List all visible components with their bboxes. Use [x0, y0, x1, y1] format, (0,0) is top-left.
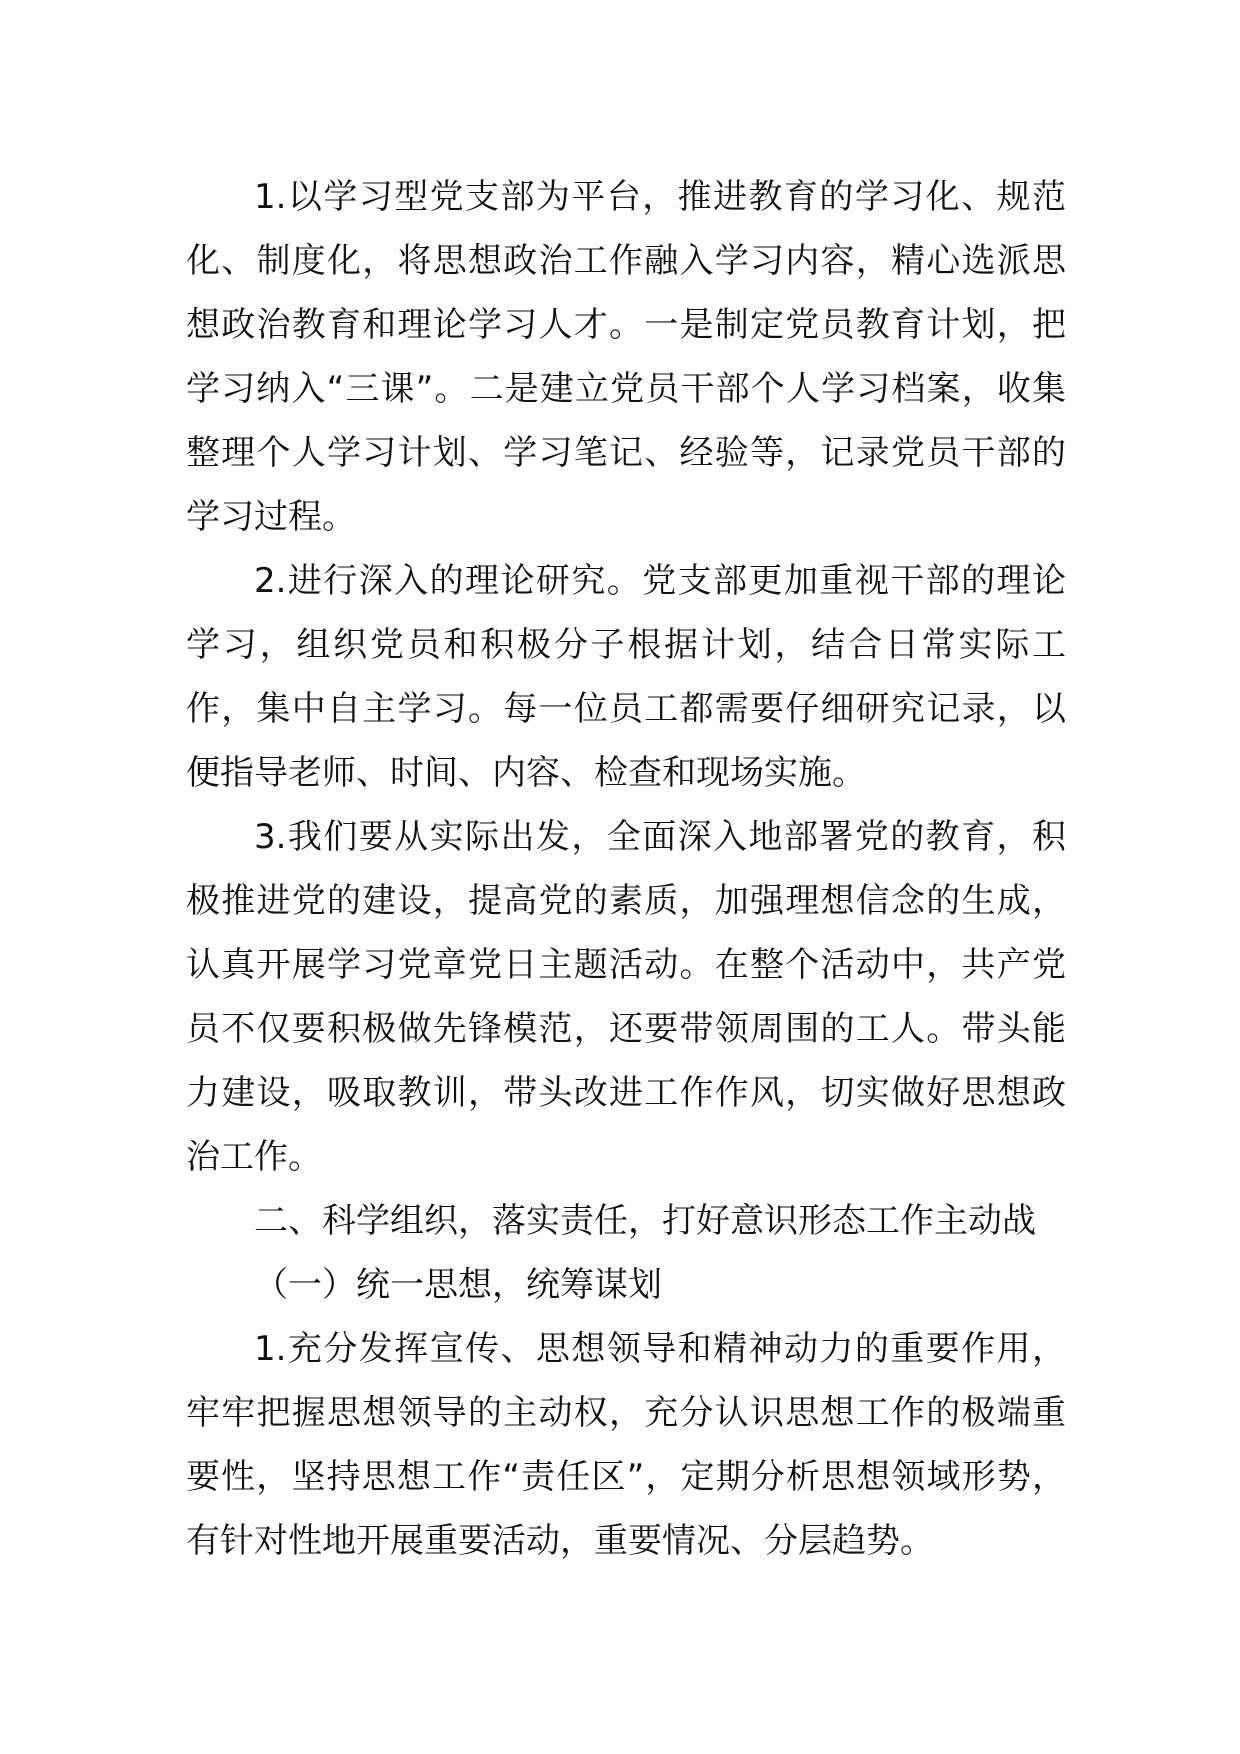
paragraph-1: 1.以学习型党支部为平台，推进教育的学习化、规范化、制度化，将思想政治工作融入学习内容，精心选派思想政治教育和理论学习人才。一是制定党员教育计划，把学习纳入“三课”。二是建立党员干部个人学习档案，收集整理个人学习计划、学习笔记、经验等，记录党员干部的学习过程。 — [186, 177, 1066, 537]
document-page — [186, 165, 1066, 1573]
paragraph-3: 3.我们要从实际出发，全面深入地部署党的教育，积极推进党的建设，提高党的素质，加强理想信念的生成，认真开展学习党章党日主题活动。在整个活动中，共产党员不仅要积极做先锋模范，还要带领周围的工人。带头能力建设，吸取教训，带头改进工作作风，切实做好思想政治工作。 — [186, 817, 1066, 1177]
section-paragraph-1: 1.充分发挥宣传、思想领导和精神动力的重要作用，牢牢把握思想领导的主动权，充分认识思想工作的极端重要性，坚持思想工作“责任区”，定期分析思想领域形势，有针对性地开展重要活动，重要情况、分层趋势。 — [186, 1329, 1066, 1561]
section-heading: 二、科学组织，落实责任，打好意识形态工作主动战 — [254, 1201, 1036, 1241]
subsection-heading: （一）统一思想，统筹谋划 — [254, 1265, 662, 1305]
paragraph-2: 2.进行深入的理论研究。党支部更加重视干部的理论学习，组织党员和积极分子根据计划，结合日常实际工作，集中自主学习。每一位员工都需要仔细研究记录，以便指导老师、时间、内容、检查和现场实施。 — [186, 561, 1066, 793]
